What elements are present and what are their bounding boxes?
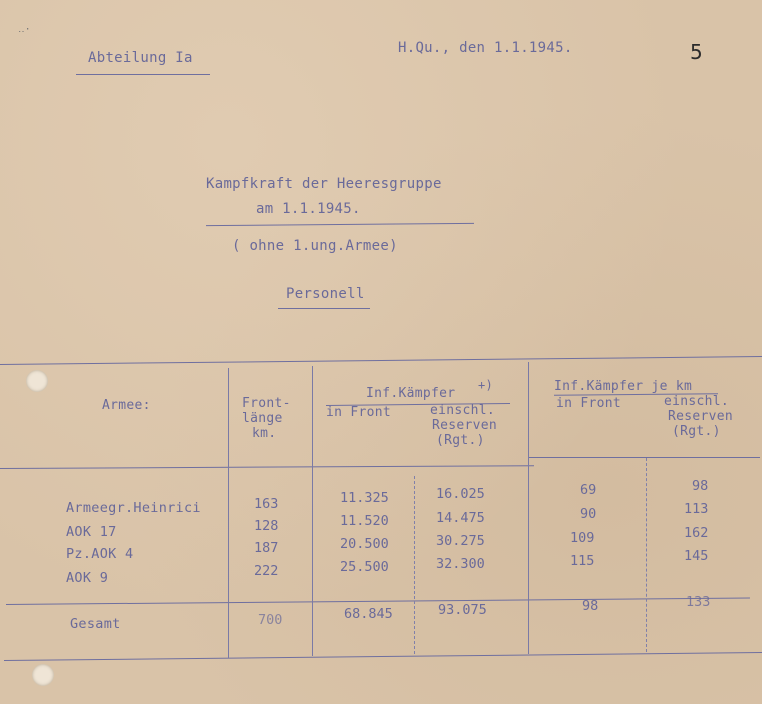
row-2-armee: AOK 17	[66, 524, 117, 540]
department-label: Abteilung Ia	[88, 50, 193, 66]
total-armee: Gesamt	[70, 616, 121, 632]
row-4-in-front: 25.500	[340, 559, 389, 575]
row-2-front: 128	[254, 518, 279, 534]
header-km-title: Inf.Kämpfer je km	[554, 379, 693, 394]
row-2-km-front: 90	[580, 506, 597, 522]
row-4-einschl: 32.300	[436, 556, 485, 572]
punch-hole-bottom	[32, 664, 54, 686]
table-top-border	[0, 356, 762, 365]
row-3-km-einschl: 162	[684, 525, 709, 541]
section-underline	[278, 308, 370, 309]
header-km-einschl-2: Reserven	[668, 409, 734, 424]
punch-hole-top	[26, 370, 48, 392]
row-4-front: 222	[254, 563, 279, 579]
title-underline	[206, 223, 474, 226]
page-number: 5	[690, 40, 703, 64]
row-1-km-einschl: 98	[692, 478, 709, 494]
place-date: H.Qu., den 1.1.1945.	[398, 40, 573, 56]
row-2-in-front: 11.520	[340, 513, 389, 529]
row-2-einschl: 14.475	[436, 510, 485, 526]
corner-mark: ‥·	[18, 24, 31, 35]
header-front-3: km.	[252, 426, 277, 441]
total-in-front: 68.845	[344, 606, 393, 622]
total-top-border	[6, 598, 750, 605]
header-km-einschl-3: (Rgt.)	[672, 424, 721, 439]
row-3-in-front: 20.500	[340, 536, 389, 552]
row-1-armee: Armeegr.Heinrici	[66, 500, 201, 516]
col-divider-3	[528, 362, 529, 654]
header-armee: Armee:	[102, 398, 151, 413]
row-1-front: 163	[254, 496, 279, 512]
row-1-km-front: 69	[580, 482, 597, 498]
col-divider-2	[312, 366, 313, 656]
row-3-front: 187	[254, 540, 279, 556]
header-inf-title: Inf.Kämpfer	[366, 386, 456, 401]
table-bottom-border	[4, 652, 762, 661]
total-km-einschl: 133	[686, 594, 711, 610]
row-4-km-einschl: 145	[684, 548, 709, 564]
row-3-einschl: 30.275	[436, 533, 485, 549]
col-divider-dashed-1	[414, 476, 415, 654]
header-km-einschl-1: einschl.	[664, 394, 730, 409]
total-einschl: 93.075	[438, 602, 487, 618]
row-3-km-front: 109	[570, 530, 595, 546]
header-einschl-1: einschl.	[430, 403, 496, 418]
header-einschl-2: Reserven	[432, 418, 498, 433]
document-title: Kampfkraft der Heeresgruppe	[206, 176, 442, 192]
row-4-armee: AOK 9	[66, 570, 109, 586]
total-front: 700	[258, 612, 283, 628]
header-front-2: länge	[242, 411, 283, 426]
header-einschl-3: (Rgt.)	[436, 433, 485, 448]
document-date: am 1.1.1945.	[256, 201, 361, 217]
row-1-einschl: 16.025	[436, 486, 485, 502]
document-note: ( ohne 1.ung.Armee)	[232, 238, 398, 254]
header-front-1: Front-	[242, 396, 291, 411]
row-1-in-front: 11.325	[340, 490, 389, 506]
header-inf-mark: +)	[478, 378, 494, 392]
row-4-km-front: 115	[570, 553, 595, 569]
section-title: Personell	[286, 286, 365, 302]
department-underline	[76, 74, 210, 75]
row-2-km-einschl: 113	[684, 501, 709, 517]
col-divider-1	[228, 368, 229, 658]
col-divider-dashed-2	[646, 458, 647, 652]
header-km-bottom-border	[528, 457, 760, 458]
header-in-front: in Front	[326, 405, 392, 420]
row-3-armee: Pz.AOK 4	[66, 546, 134, 562]
header-km-in-front: in Front	[556, 396, 622, 411]
header-bottom-border	[0, 465, 534, 469]
total-km-front: 98	[582, 598, 599, 614]
